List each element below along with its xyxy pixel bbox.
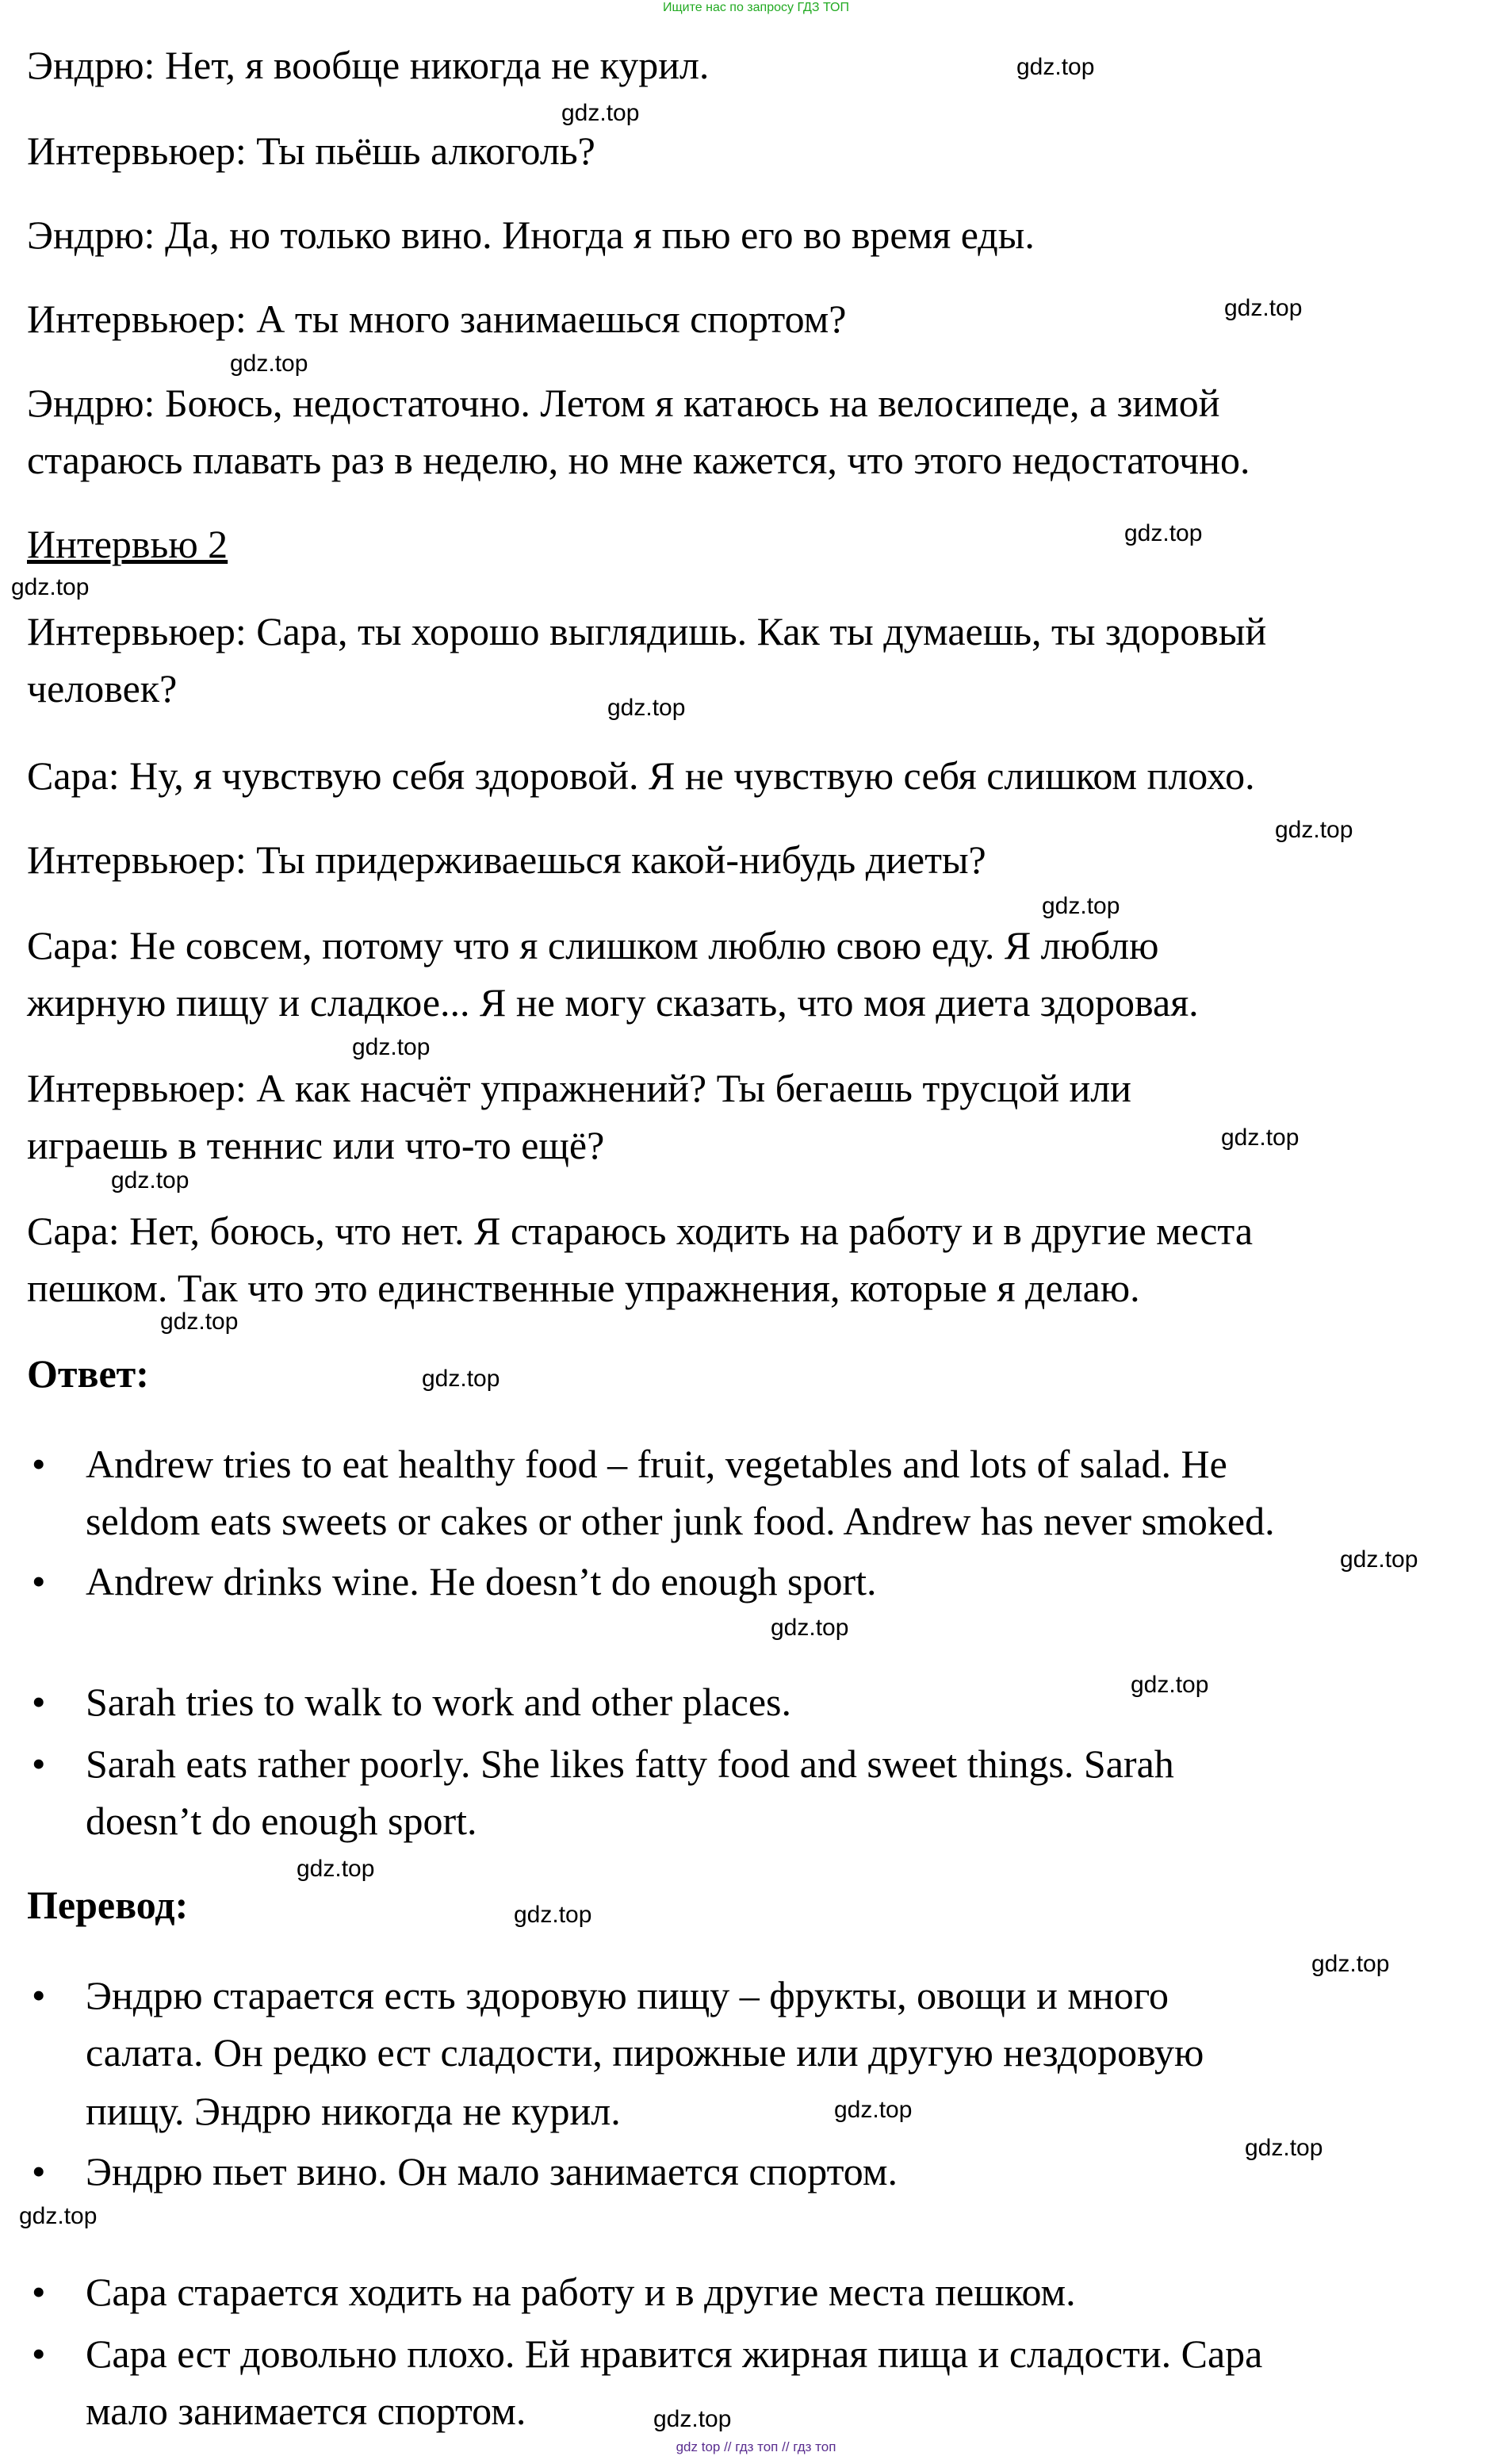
translation-item: салата. Он редко ест сладости, пирожные или другую нездоровую — [86, 2030, 1204, 2075]
watermark: gdz.top — [1131, 1672, 1209, 1698]
footer-watermark: gdz top // гдз топ // гдз топ — [676, 2439, 836, 2454]
watermark: gdz.top — [1016, 54, 1095, 80]
watermark: gdz.top — [653, 2406, 732, 2432]
dialogue-line: Сара: Не совсем, потому что я слишком люблю свою еду. Я люблю — [27, 923, 1159, 967]
bullet-marker: • — [32, 2331, 46, 2376]
dialogue-line: Сара: Ну, я чувствую себя здоровой. Я не чувствую себя слишком плохо. — [27, 753, 1255, 798]
watermark: gdz.top — [160, 1308, 239, 1335]
bullet-marker: • — [32, 1442, 46, 1486]
dialogue-line: Эндрю: Да, но только вино. Иногда я пью его во время еды. — [27, 213, 1035, 257]
watermark: gdz.top — [1245, 2135, 1323, 2161]
watermark: gdz.top — [514, 1902, 592, 1928]
watermark: gdz.top — [11, 574, 90, 600]
translation-item: Эндрю старается есть здоровую пищу – фрукты, овощи и много — [86, 1973, 1169, 2017]
dialogue-line: жирную пищу и сладкое... Я не могу сказать, что моя диета здоровая. — [27, 980, 1199, 1025]
watermark: gdz.top — [1340, 1546, 1418, 1573]
dialogue-line: Сара: Нет, боюсь, что нет. Я стараюсь ходить на работу и в другие места — [27, 1209, 1254, 1253]
answer-item: Sarah eats rather poorly. She likes fatty food and sweet things. Sarah — [86, 1741, 1174, 1786]
watermark: gdz.top — [561, 100, 640, 126]
translation-item: пищу. Эндрю никогда не курил. — [86, 2089, 621, 2133]
bullet-marker: • — [32, 1973, 46, 2017]
translation-item: мало занимается спортом. — [86, 2389, 526, 2433]
section-title-interview-2: Интервью 2 — [27, 522, 228, 566]
answer-item: Andrew drinks wine. He doesn’t do enough sport. — [86, 1559, 877, 1603]
watermark: gdz.top — [607, 695, 686, 721]
watermark: gdz.top — [1042, 893, 1120, 919]
watermark: gdz.top — [1275, 817, 1353, 843]
dialogue-line: стараюсь плавать раз в неделю, но мне кажется, что этого недостаточно. — [27, 438, 1250, 482]
dialogue-line: Интервьюер: А ты много занимаешься спортом? — [27, 297, 847, 341]
answer-item: Sarah tries to walk to work and other places. — [86, 1680, 792, 1724]
watermark: gdz.top — [1311, 1951, 1390, 1977]
translation-item: Сара старается ходить на работу и в другие места пешком. — [86, 2270, 1076, 2314]
dialogue-line: Интервьюер: А как насчёт упражнений? Ты бегаешь трусцой или — [27, 1066, 1131, 1110]
dialogue-line: Эндрю: Нет, я вообще никогда не курил. — [27, 43, 710, 87]
watermark: gdz.top — [1124, 520, 1203, 546]
watermark: gdz.top — [422, 1366, 500, 1392]
bullet-marker: • — [32, 1741, 46, 1786]
bullet-marker: • — [32, 2149, 46, 2194]
dialogue-line: Интервьюер: Ты придерживаешься какой-нибудь диеты? — [27, 837, 986, 882]
bullet-marker: • — [32, 1559, 46, 1603]
answer-item: Andrew tries to eat healthy food – fruit, vegetables and lots of salad. He — [86, 1442, 1227, 1486]
answer-item: seldom eats sweets or cakes or other junk food. Andrew has never smoked. — [86, 1499, 1275, 1543]
watermark: gdz.top — [19, 2203, 98, 2229]
dialogue-line: Интервьюер: Ты пьёшь алкоголь? — [27, 128, 595, 173]
dialogue-line: человек? — [27, 666, 178, 711]
watermark: gdz.top — [1221, 1125, 1300, 1151]
bullet-marker: • — [32, 2270, 46, 2314]
watermark: gdz.top — [297, 1856, 375, 1882]
watermark: gdz.top — [771, 1615, 849, 1641]
watermark: gdz.top — [352, 1034, 431, 1060]
dialogue-line: пешком. Так что это единственные упражнения, которые я делаю. — [27, 1266, 1140, 1310]
bullet-marker: • — [32, 1680, 46, 1724]
watermark: gdz.top — [1224, 295, 1303, 321]
translation-heading: Перевод: — [27, 1883, 189, 1927]
watermark: gdz.top — [111, 1167, 189, 1194]
search-banner: Ищите нас по запросу ГДЗ ТОП — [663, 1, 849, 14]
translation-item: Эндрю пьет вино. Он мало занимается спортом. — [86, 2149, 898, 2194]
translation-item: Сара ест довольно плохо. Ей нравится жирная пища и сладости. Сара — [86, 2331, 1263, 2376]
watermark: gdz.top — [834, 2097, 913, 2123]
dialogue-line: Эндрю: Боюсь, недостаточно. Летом я катаюсь на велосипеде, а зимой — [27, 381, 1220, 425]
dialogue-line: Интервьюер: Сара, ты хорошо выглядишь. Как ты думаешь, ты здоровый — [27, 609, 1267, 653]
answer-heading: Ответ: — [27, 1351, 149, 1396]
dialogue-line: играешь в теннис или что-то ещё? — [27, 1123, 605, 1167]
watermark: gdz.top — [230, 351, 308, 377]
answer-item: doesn’t do enough sport. — [86, 1799, 477, 1843]
